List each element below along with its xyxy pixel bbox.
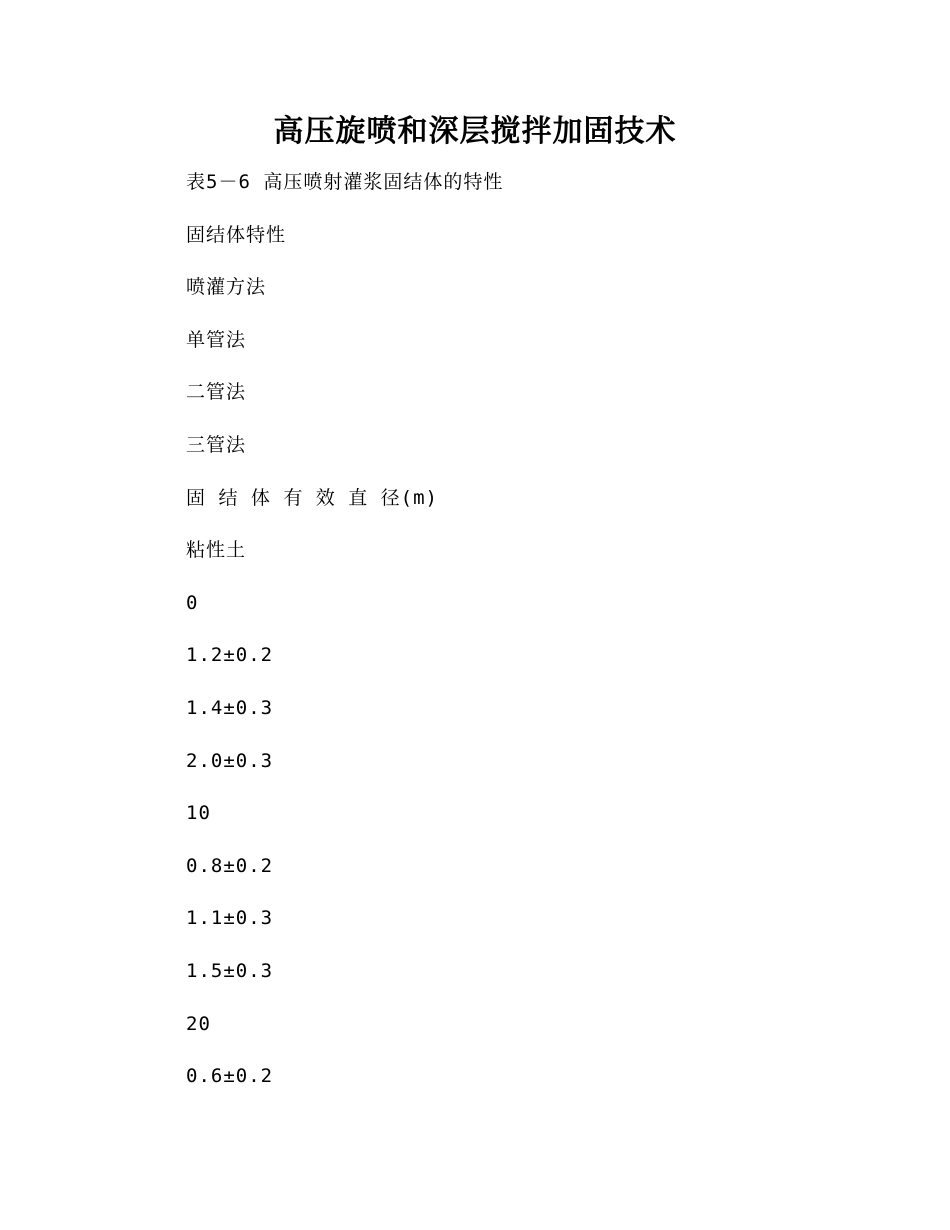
text-line: 三管法 xyxy=(186,433,247,456)
text-line: 1.1±0.3 xyxy=(186,907,274,930)
text-line: 1.4±0.3 xyxy=(186,696,274,719)
table-caption: 表5－6 高压喷射灌浆固结体的特性 xyxy=(186,171,504,193)
text-line: 1.2±0.2 xyxy=(186,644,274,667)
text-line: 单管法 xyxy=(186,328,247,351)
text-line: 固结体特性 xyxy=(186,223,287,246)
text-line: 二管法 xyxy=(186,381,247,404)
text-line: 0.6±0.2 xyxy=(186,1065,274,1088)
text-line: 固 结 体 有 效 直 径(m) xyxy=(186,486,438,509)
text-line: 10 xyxy=(186,802,211,825)
text-line: 2.0±0.3 xyxy=(186,749,274,772)
text-line: 0.8±0.2 xyxy=(186,854,274,877)
text-line: 1.5±0.3 xyxy=(186,959,274,982)
document-title: 高压旋喷和深层搅拌加固技术 xyxy=(273,114,677,149)
text-line: 喷灌方法 xyxy=(186,276,267,299)
document-body xyxy=(186,168,503,1115)
text-line: 粘性土 xyxy=(186,539,247,562)
text-line: 0 xyxy=(186,591,199,614)
text-line: 20 xyxy=(186,1012,211,1035)
